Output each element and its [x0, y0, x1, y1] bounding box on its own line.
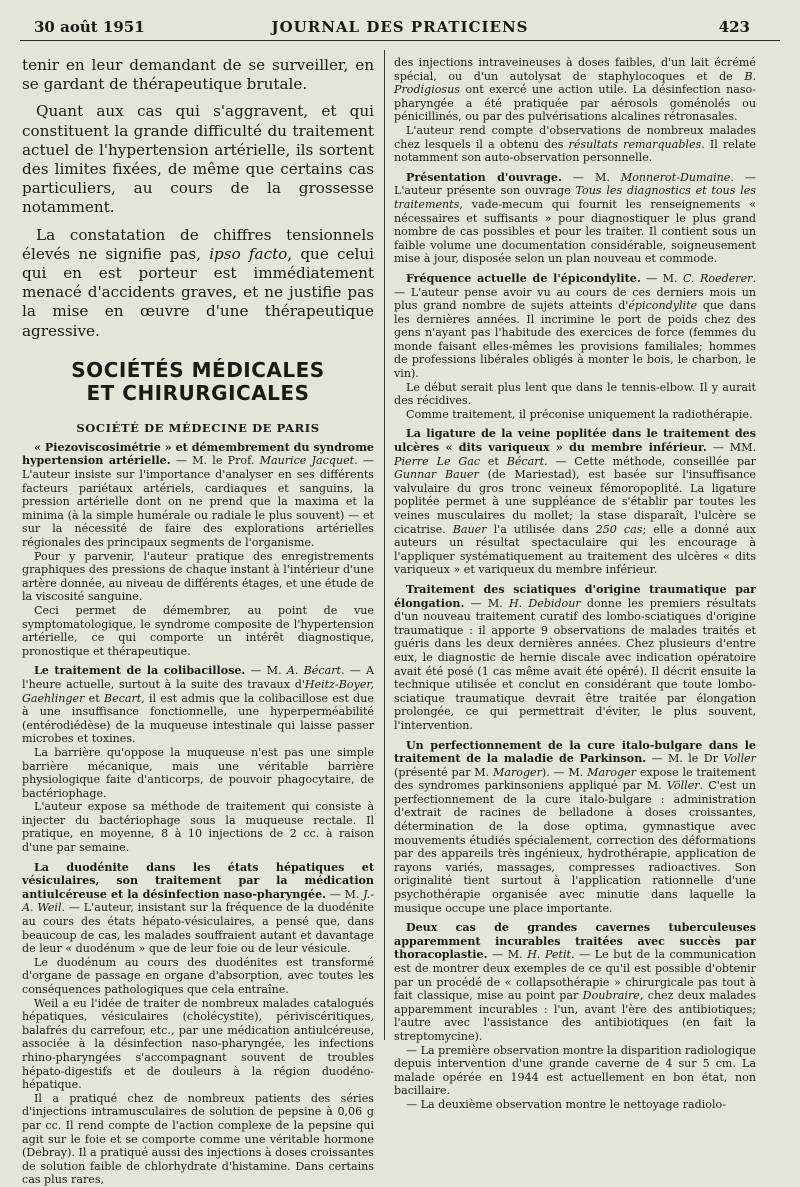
- paragraph: La constatation de chiffres tensionnels élevés ne signifie pas, ipso facto, que celui qui en est porteur est immédiatement menacé d'accidents graves, et ne justifie pas la mise en œuvre d'une thérapeutique agressive.: [22, 225, 374, 340]
- article-parkinson: Un perfectionnement de la cure italo-bulgare dans le traitement de la maladie de Parkinson. — M. le Dr Voller (présenté par M. Maroger). — M. Maroger expose le traitement des syndromes parkinsoniens appliqué par M. Völler. C'est un perfectionnement de la cure italo-bulgare : administration d'extrait de racines de belladone à doses croissantes, détermination de la dose optima, gymnastique avec mouvements étudiés spécialement, correction des déformations par des appareils très ingénieux, hydrothérapie, application de rayons variés, massages, compresses radioactives. Son originalité tient surtout à l'application rationnelle d'une psychothérapie organisée avec minutie dans laquelle la musique occupe une place importante.: [394, 738, 756, 915]
- paragraph: L'auteur expose sa méthode de traitement qui consiste à injecter du bactériophage sous la muqueuse rectale. Il pratique, en moyenne, 8 à 10 injections de 2 cc. à raison d'une par semaine.: [22, 800, 374, 855]
- society-heading: SOCIÉTÉ DE MÉDECINE DE PARIS: [76, 420, 320, 435]
- page-header: [20, 14, 780, 41]
- article-presentation-ouvrage: Présentation d'ouvrage. — M. Monnerot-Dumaine. — L'auteur présente son ouvrage Tous les diagnostics et tous les traitements, vade-mecum qui fournit les renseignements « nécessaires et suffisants » pour diagnostiquer le plus grand nombre de cas possibles et pour les traiter. Il contient sous un faible volume une documentation considérable, soigneusement mise à jour, disposée selon un plan nouveau et commode.: [394, 170, 757, 266]
- paragraph: — La première observation montre la disparition radiologique depuis intervention d'une grande caverne de 4 sur 5 cm. La malade opérée en 1944 est actuellement en bon état, non bacillaire.: [394, 1043, 756, 1098]
- paragraph: Comme traitement, il préconise uniquement la radiothérapie.: [406, 407, 753, 421]
- right-column: [394, 56, 757, 1111]
- paragraph: Ceci permet de démembrer, au point de vue symptomatologique, le syndrome composite de l'hypertension artérielle, ce qui comporte un intérêt diagnostique, pronostique et thérapeutique.: [22, 603, 374, 658]
- header-page-number: 423: [718, 18, 750, 36]
- paragraph: Weil a eu l'idée de traiter de nombreux malades catalogués hépatiques, vésiculaires (cholécystite), périviscéritiques, balafrés du carrefour, etc., par une médication antiulcéreuse, associée à la désinfection naso-pharyngée, les infections rhino-pharyngées s'accompagnant souvent de troubles hépato-digestifs et de douleurs à la région duodéno-hépatique.: [22, 996, 374, 1092]
- paragraph: La barrière qu'oppose la muqueuse n'est pas une simple barrière mécanique, mais une véritable barrière physiologique faite d'anticorps, de pouvoir phagocytaire, de bactériophage.: [22, 745, 374, 800]
- article-epicondylite: Fréquence actuelle de l'épicondylite. — M. C. Roederer. — L'auteur pense avoir vu au cours de ces derniers mois un plus grand nombre de sujets atteints d'épicondylite que dans les dernières années. Il incrimine le port de poids chez des gens n'ayant pas l'habitude des exercices de force (femmes du monde faisant elles-mêmes les provisions familiales; hommes de professions libérales obligés à monter le bois, le charbon, le vin).: [394, 271, 756, 381]
- paragraph: Quant aux cas qui s'aggravent, et qui constituent la grande difficulté du traitement actuel de l'hypertension artérielle, ils sortent des limites fixées, de même que certains cas particuliers, au cours de la grossesse notamment.: [22, 102, 374, 217]
- article-cavernes-tuberculeuses: Deux cas de grandes cavernes tuberculeuses apparemment incurables traitées avec succès par thoracoplastie. — M. H. Petit. — Le but de la communication est de montrer deux exemples de ce qu'il est possible d'obtenir par un procédé de « collapsothérapie » chirurgicale pas tout à fait classique, mise au point par Doubraire, chez deux malades apparemment incurables : l'un, avant l'ère des antibiotiques; l'autre avec l'assistance des antibiotiques (en fait la streptomycine).: [394, 921, 756, 1043]
- left-column: [22, 56, 375, 1187]
- paragraph: Le duodénum au cours des duodénites est transformé d'organe de passage en organe d'absorption, avec toutes les conséquences pathologiques que cela entraîne.: [22, 955, 374, 996]
- section-heading: SOCIÉTÉS MÉDICALES ET CHIRURGICALES: [71, 357, 325, 405]
- article-piezoviscosimetrie: « Piezoviscosimétrie » et démembrement du syndrome hypertension artérielle. — M. le Prof. Maurice Jacquet. — L'auteur insiste sur l'importance d'analyser en ses différents facteurs pariétaux artériels, cardiaques et sanguins, la pression artérielle dont on ne prend que la maxima et la minima (à la simple humérale ou radiale le plus souvent) — et sur la nécessité de faire des explorations artérielles régionales des principaux segments de l'organisme.: [22, 440, 374, 549]
- article-ligature-veine-poplitee: La ligature de la veine poplitée dans le traitement des ulcères « dits variqueux » du membre inférieur. — MM. Pierre Le Gac et Bécart. — Cette méthode, conseillée par Gunnar Bauer (de Mariestad), est basée sur l'insuffisance valvulaire du gros tronc veineux fémoropoplité. La ligature poplitée permet à une suppléance de s'établir par toutes les veines musculaires du mollet; la stase disparaît, l'ulcère se cicatrise. Bauer l'a utilisée dans 250 cas; elle a donné aux auteurs un résultat spectaculaire qui les encourage à l'appliquer systématiquement au traitement des ulcères « dits variqueux » et variqueux du membre inférieur.: [394, 427, 756, 577]
- article-duodenite: La duodénite dans les états hépatiques et vésiculaires, son traitement par la médication antiulcéreuse et la désinfection naso-pharyngée. — M. J.-A. Weil. — L'auteur, insistant sur la fréquence de la duodénite au cours des états hépato-vésiculaires, a pensé que, dans beaucoup de cas, les malades souffraient autant et davantage de leur « duodénum » que de leur foie ou de leur vésicule.: [22, 860, 374, 956]
- paragraph: L'auteur rend compte d'observations de nombreux malades chez lesquels il a obtenu des résultats remarquables. Il relate notamment son auto-observation personnelle.: [394, 123, 756, 165]
- paragraph: Le début serait plus lent que dans le tennis-elbow. Il y aurait des récidives.: [394, 380, 756, 408]
- paragraph: — La deuxième observation montre le nettoyage radiolo-: [406, 1097, 726, 1111]
- paragraph: des injections intraveineuses à doses faibles, d'un lait écrémé spécial, ou d'un autolysat de staphylocoques et de B. Prodigiosus ont exercé une action utile. La désinfection naso-pharyngée a été pratiquée par aérosols goménolés ou pénicillinés, ou par des pulvérisations alcalines rétronasales.: [394, 56, 756, 124]
- article-colibacillose: Le traitement de la colibacillose. — M. A. Bécart. — A l'heure actuelle, surtout à la suite des travaux d'Heitz-Boyer, Gaehlinger et Becart, il est admis que la colibacillose est due à une insuffisance fonctionnelle, une hyperperméabilité (entérodiédèse) de la muqueuse intestinale qui laisse passer microbes et toxines.: [22, 664, 375, 746]
- paragraph: tenir en leur demandant de se surveiller, en se gardant de thérapeutique brutale.: [22, 56, 374, 94]
- paragraph: Il a pratiqué chez de nombreux patients des séries d'injections intramusculaires de solution de pepsine à 0,06 g par cc. Il rend compte de l'action complexe de la pepsine qui agit sur le foie et se comporte comme une véritable hormone (Debray). Il a pratiqué aussi des injections à doses croissantes de solution faible de chlorhydrate d'histamine. Dans certains cas plus rares,: [22, 1091, 374, 1187]
- paragraph: Pour y parvenir, l'auteur pratique des enregistrements graphiques des pressions de chaque instant à l'intérieur d'une artère donnée, au niveau de différents étages, et une étude de la viscosité sanguine.: [22, 549, 374, 604]
- article-sciatiques: Traitement des sciatiques d'origine traumatique par élongation. — M. H. Debidour donne les premiers résultats d'un nouveau traitement curatif des lombo-sciatiques d'origine traumatique : il apporte 9 observations de malades traités et guéris dans les deux dernières années. Chez plusieurs d'entre eux, le diagnostic de hernie discale avec indication opératoire avait été posé (1 cas même avait été opéré). Il décrit ensuite la technique utilisée et conclut en considérant que toute lombo-sciatique traumatique devrait être traitée par élongation prolongée, ce qui permettrait d'éviter, le plus souvent, l'intervention.: [394, 582, 756, 732]
- header-journal-title: JOURNAL DES PRATICIENS: [271, 18, 529, 36]
- header-date: 30 août 1951: [34, 18, 145, 36]
- column-divider: [384, 50, 385, 1040]
